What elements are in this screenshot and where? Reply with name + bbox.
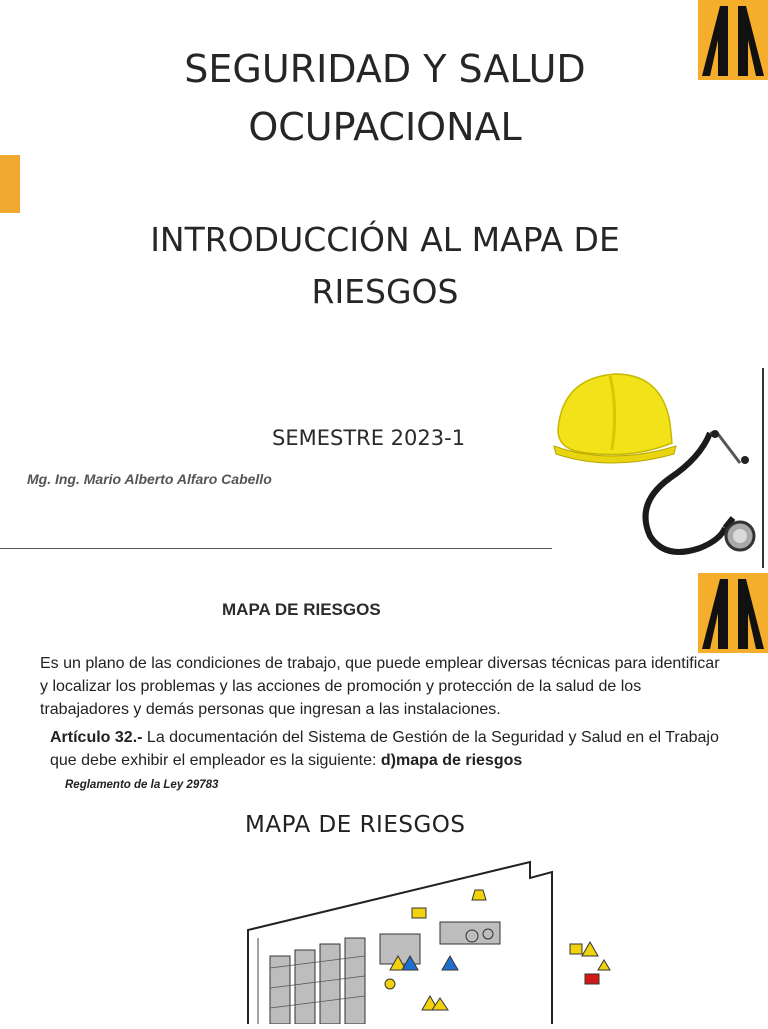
article-text: La documentación del Sistema de Gestión de la Seguridad y Salud en el Trabajo que debe exhibir el empleador es la siguiente: bbox=[50, 729, 719, 769]
law-reference: Reglamento de la Ley 29783 bbox=[65, 779, 219, 791]
orange-accent-tab bbox=[0, 155, 20, 213]
slide-subtitle-line2: RIESGOS bbox=[311, 272, 459, 311]
section-heading: MAPA DE RIESGOS bbox=[222, 600, 381, 619]
hard-hat-icon bbox=[550, 368, 765, 568]
slide-divider bbox=[0, 548, 552, 549]
author-name: Mg. Ing. Mario Alberto Alfaro Cabello bbox=[27, 471, 272, 487]
floor-plan-icon bbox=[240, 838, 620, 1024]
arrow-logo-icon bbox=[698, 573, 768, 653]
slide-subtitle-line1: INTRODUCCIÓN AL MAPA DE bbox=[150, 220, 620, 259]
article-paragraph bbox=[50, 726, 730, 772]
slide-title-line1: SEGURIDAD Y SALUD bbox=[184, 47, 586, 91]
company-logo-bottom bbox=[698, 573, 768, 653]
helmet-stethoscope-image bbox=[550, 368, 765, 568]
risk-map-drawing bbox=[240, 838, 620, 1024]
article-label: Artículo 32.- bbox=[50, 729, 143, 746]
definition-paragraph: Es un plano de las condiciones de trabajo, que puede emplear diversas técnicas para identificar y localizar los problemas y las acciones de promoción y protección de la salud de los trabajadores y demás personas que ingresan a las instalaciones. bbox=[40, 655, 720, 718]
slide-title-line2: OCUPACIONAL bbox=[248, 105, 522, 149]
map-title: MAPA DE RIESGOS bbox=[245, 812, 466, 838]
article-emphasis: d)mapa de riesgos bbox=[380, 752, 523, 769]
semester-label: SEMESTRE 2023-1 bbox=[272, 426, 466, 450]
